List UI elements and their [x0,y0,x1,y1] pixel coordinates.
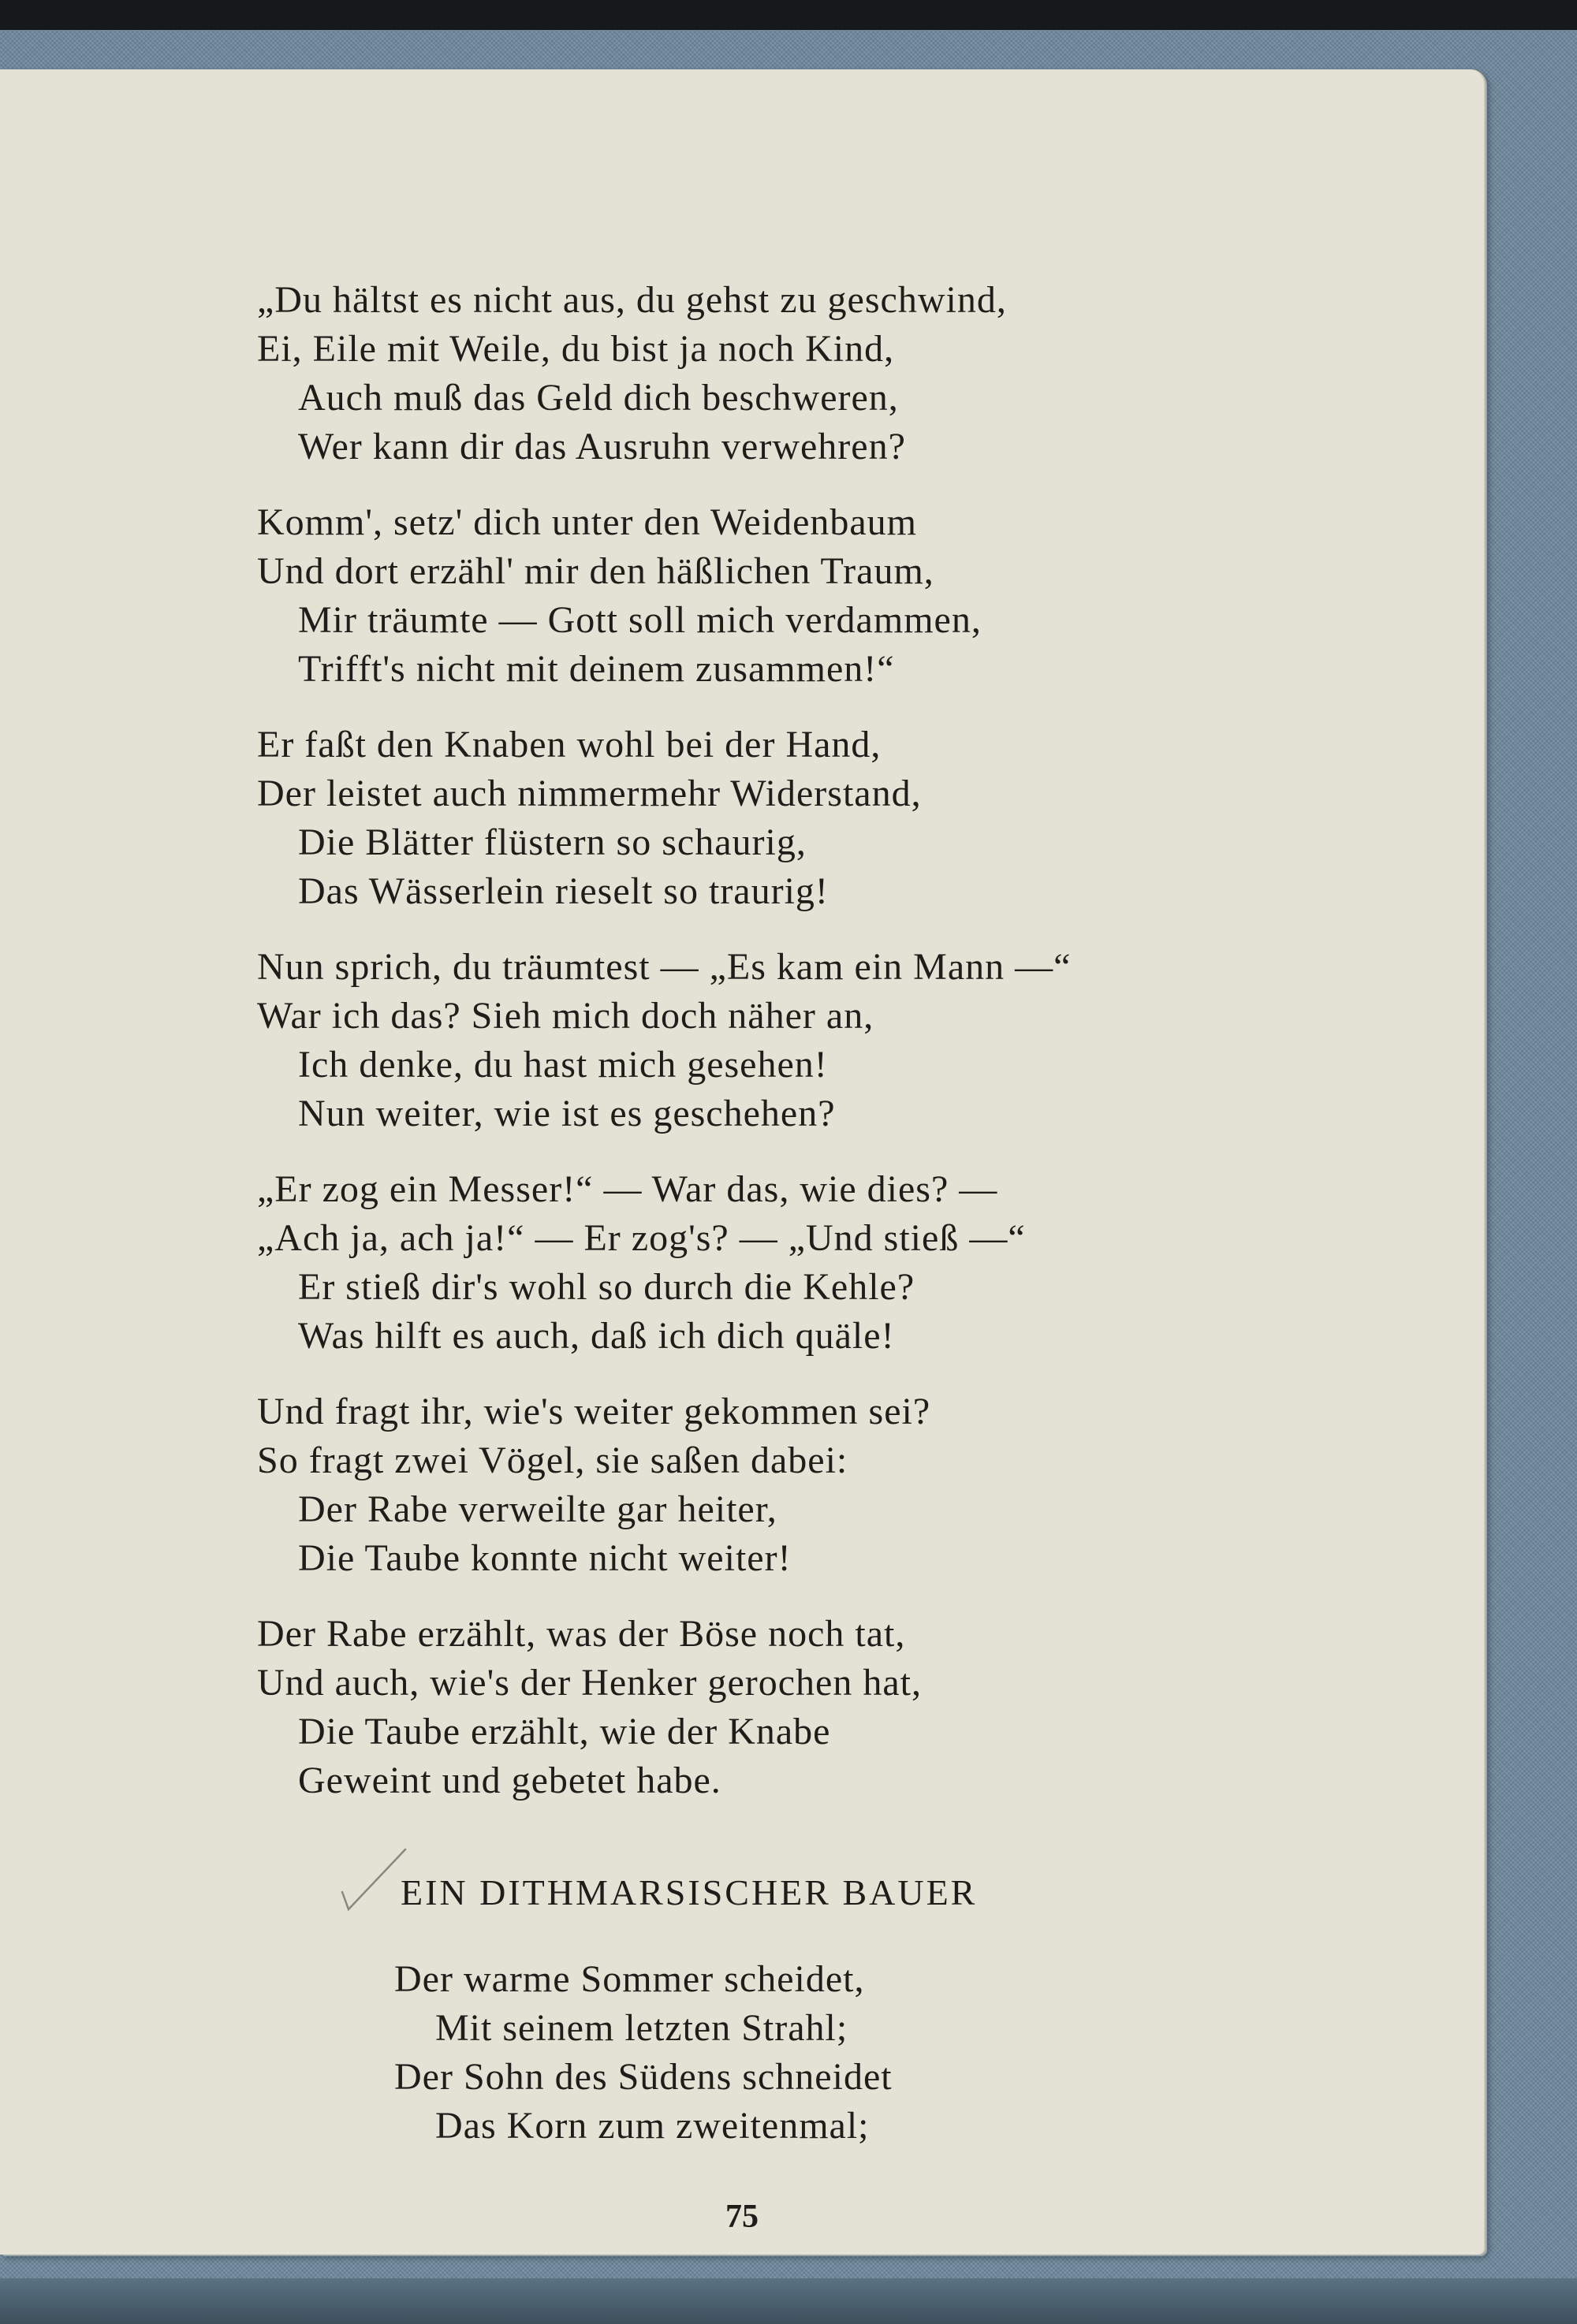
verse-line: „Du hältst es nicht aus, du gehst zu geschwind, [257,279,1007,321]
stanza-4 [257,943,1361,1138]
verse-line: Das Wässerlein rieselt so traurig! [298,870,829,912]
verse-line: Die Blätter flüstern so schaurig, [298,821,807,863]
verse-line: Komm', setz' dich unter den Weidenbaum [257,501,918,543]
verse-line: War ich das? Sieh mich doch näher an, [257,995,874,1037]
stanza-2 [257,498,1361,694]
pencil-check-mark-icon [337,1846,408,1941]
verse-line: Nun weiter, wie ist es geschehen? [298,1093,836,1134]
cover-bottom-edge [0,2278,1577,2324]
verse-line: Was hilft es auch, daß ich dich quäle! [298,1315,895,1357]
verse-line: Ei, Eile mit Weile, du bist ja noch Kind, [257,328,895,370]
verse-line: So fragt zwei Vögel, sie saßen dabei: [257,1439,848,1481]
verse-line: Wer kann dir das Ausruhn verwehren? [298,426,906,467]
verse-line: Die Taube konnte nicht weiter! [298,1537,792,1579]
verse-line: Der warme Sommer scheidet, [394,1958,865,2000]
verse-line: Auch muß das Geld dich beschweren, [298,377,899,419]
verse-line: Geweint und gebetet habe. [298,1760,721,1801]
verse-line: Er stieß dir's wohl so durch die Kehle? [298,1266,915,1308]
book-page [0,69,1484,2255]
poem2-stanza [394,1955,1498,2151]
poem-heading: EIN DITHMARSISCHER BAUER [401,1872,978,1912]
verse-line: Der Sohn des Südens schneidet [394,2056,893,2098]
stanza-6 [257,1387,1361,1583]
verse-line: „Ach ja, ach ja!“ — Er zog's? — „Und stieß —“ [257,1217,1026,1259]
verse-line: Nun sprich, du träumtest — „Es kam ein Mann —“ [257,946,1072,988]
verse-line: Der Rabe erzählt, was der Böse noch tat, [257,1613,906,1655]
verse-line: Die Taube erzählt, wie der Knabe [298,1711,831,1752]
verse-line: Der Rabe verweilte gar heiter, [298,1488,777,1530]
stanza-7 [257,1610,1361,1805]
verse-line: Mit seinem letzten Strahl; [435,2007,848,2049]
verse-line: Mir träumte — Gott soll mich verdammen, [298,599,982,641]
page-number: 75 [725,2199,759,2235]
verse-line: Ich denke, du hast mich gesehen! [298,1044,828,1086]
verse-line: Trifft's nicht mit deinem zusammen!“ [298,648,895,690]
verse-line: „Er zog ein Messer!“ — War das, wie dies? — [257,1168,998,1210]
stanza-5 [257,1165,1361,1361]
stanza-3 [257,721,1361,916]
verse-line: Und auch, wie's der Henker gerochen hat, [257,1662,922,1704]
verse-line: Und fragt ihr, wie's weiter gekommen sei? [257,1391,931,1432]
verse-line: Er faßt den Knaben wohl bei der Hand, [257,724,882,765]
stanza-1 [257,276,1361,471]
verse-line: Das Korn zum zweitenmal; [435,2105,870,2147]
verse-line: Und dort erzähl' mir den häßlichen Traum, [257,550,934,592]
verse-line: Der leistet auch nimmermehr Widerstand, [257,773,922,814]
